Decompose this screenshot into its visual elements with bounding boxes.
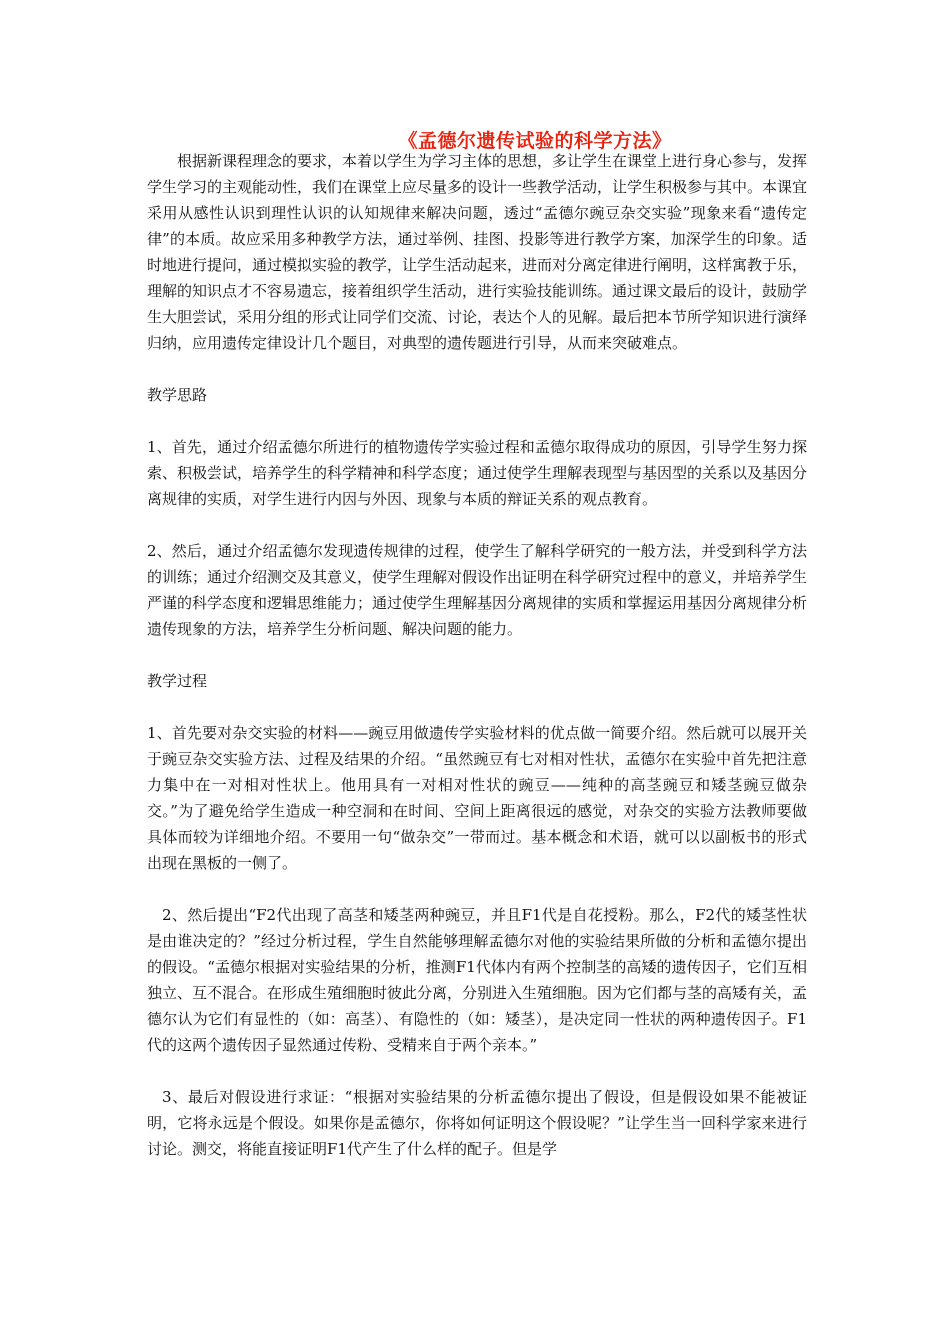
- approach-item-1: 1、首先，通过介绍孟德尔所进行的植物遗传学实验过程和孟德尔取得成功的原因，引导学生努力探索、积极尝试，培养学生的科学精神和科学态度；通过使学生理解表现型与基因型的关系以及基因分离规律的实质，对学生进行内因与外因、现象与本质的辩证关系的观点教育。: [147, 438, 808, 508]
- intro-paragraph: 根据新课程理念的要求，本着以学生为学习主体的思想，多让学生在课堂上进行身心参与，发挥学生学习的主观能动性，我们在课堂上应尽量多的设计一些教学活动，让学生积极参与其中。本课宜采用从感性认识到理性认识的认知规律来解决问题，透过“孟德尔豌豆杂交实验”现象来看“遗传定律”的本质。故应采用多种教学方法，通过举例、挂图、投影等进行教学方案，加深学生的印象。适时地进行提问，通过模拟实验的教学，让学生活动起来，进而对分离定律进行阐明，这样寓教于乐，理解的知识点才不容易遗忘，接着组织学生活动，进行实验技能训练。通过课文最后的设计，鼓励学生大胆尝试，采用分组的形式让同学们交流、讨论，表达个人的见解。最后把本节所学知识进行演绎归纳，应用遗传定律设计几个题目，对典型的遗传题进行引导，从而来突破难点。: [147, 152, 808, 352]
- process-item-1: 1、首先要对杂交实验的材料——豌豆用做遗传学实验材料的优点做一简要介绍。然后就可以展开关于豌豆杂交实验方法、过程及结果的介绍。“虽然豌豆有七对相对性状，孟德尔在实验中首先把注意力集中在一对相对性状上。他用具有一对相对性状的豌豆——纯种的高茎豌豆和矮茎豌豆做杂交。”为了避免给学生造成一种空洞和在时间、空间上距离很远的感觉，对杂交的实验方法教师要做具体而较为详细地介绍。不要用一句“做杂交”一带而过。基本概念和术语，就可以以副板书的形式出现在黑板的一侧了。: [147, 724, 807, 872]
- approach-item-2: 2、然后，通过介绍孟德尔发现遗传规律的过程，使学生了解科学研究的一般方法，并受到科学方法的训练；通过介绍测交及其意义，使学生理解对假设作出证明在科学研究过程中的意义，并培养学生严谨的科学态度和逻辑思维能力；通过使学生理解基因分离规律的实质和掌握运用基因分离规律分析遗传现象的方法，培养学生分析问题、解决问题的能力。: [147, 542, 808, 638]
- section-heading-teaching-process: 教学过程: [147, 672, 208, 690]
- section-heading-teaching-approach: 教学思路: [147, 386, 208, 404]
- document-body: [147, 148, 807, 1162]
- process-item-3: 3、最后对假设进行求证：“根据对实验结果的分析孟德尔提出了假设，但是假设如果不能被证明，它将永远是个假设。如果你是孟德尔，你将如何证明这个假设呢？”让学生当一回科学家来进行讨论。测交，将能直接证明F1代产生了什么样的配子。但是学: [147, 1088, 807, 1158]
- process-item-2: 2、然后提出“F2代出现了高茎和矮茎两种豌豆，并且F1代是自花授粉。那么，F2代的矮茎性状是由谁决定的？”经过分析过程，学生自然能够理解孟德尔对他的实验结果所做的分析和孟德尔提出的假设。“孟德尔根据对实验结果的分析，推测F1代体内有两个控制茎的高矮的遗传因子，它们互相独立、互不混合。在形成生殖细胞时彼此分离，分别进入生殖细胞。因为它们都与茎的高矮有关，孟德尔认为它们有显性的（如：高茎）、有隐性的（如：矮茎），是决定同一性状的两种遗传因子。F1代的这两个遗传因子显然通过传粉、受精来自于两个亲本。”: [147, 906, 808, 1054]
- document-title: 《孟德尔遗传试验的科学方法》: [398, 130, 672, 152]
